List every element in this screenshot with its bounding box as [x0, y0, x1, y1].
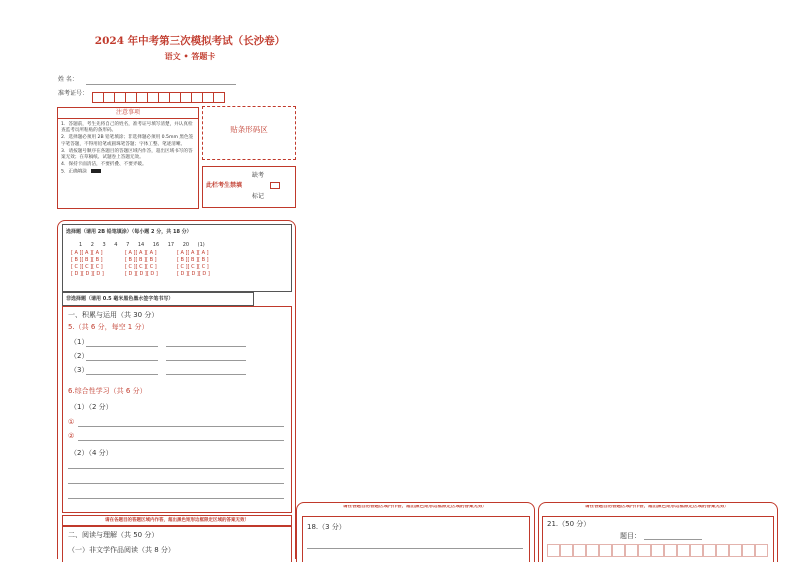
essay-grid-cell[interactable] [690, 544, 703, 557]
q5-heading: 5.（共 6 分，每空 1 分） [68, 323, 149, 331]
q21-title-field[interactable] [644, 539, 702, 540]
q6-2-answer-line-1[interactable] [68, 468, 284, 469]
mark-label: 标记 [252, 193, 265, 200]
q6-1-answer-1[interactable] [78, 426, 284, 427]
q18-heading: 18.（3 分） [307, 523, 346, 531]
exam-id-boxes[interactable] [92, 88, 224, 100]
barcode-area [202, 106, 296, 160]
q6-1-answer-2[interactable] [78, 440, 284, 441]
mc-options-group-3[interactable]: [ A ][ A ][ A ] [ B ][ B ][ B ] [ C ][ C ][ C ] [ D ][ D ][ D ] [177, 250, 210, 277]
essay-grid-cell[interactable] [586, 544, 599, 557]
exam-id-label: 准考证号： [58, 90, 89, 97]
q6-1-circle-1: ① [68, 418, 75, 426]
notice-title: 注意事项 [58, 108, 198, 119]
q6-1-label: （1）（2 分） [70, 403, 113, 411]
essay-grid-cell[interactable] [625, 544, 638, 557]
nonmc-title: 非选择题（请用 0.5 毫米黑色墨水签字笔书写） [66, 296, 174, 302]
mc-title: 选择题（请用 2B 铅笔填涂）（每小题 2 分，共 18 分） [66, 229, 192, 235]
warning-banner-middle: 请在各题目的答题区域内作答，超出黑色矩形边框限定区域的答案无效！ [343, 505, 487, 509]
essay-grid-cell[interactable] [612, 544, 625, 557]
section2-sub1: （一）非文学作品阅读（共 8 分） [68, 546, 175, 554]
essay-grid-cell[interactable] [755, 544, 768, 557]
essay-grid-cell[interactable] [664, 544, 677, 557]
essay-grid-cell[interactable] [716, 544, 729, 557]
essay-grid-cell[interactable] [651, 544, 664, 557]
warning-banner-right: 请在各题目的答题区域内作答，超出黑色矩形边框限定区域的答案无效！ [585, 505, 729, 509]
q6-2-label: （2）（4 分） [70, 449, 113, 457]
essay-grid-cell[interactable] [703, 544, 716, 557]
q5-1-answer-a[interactable] [86, 346, 158, 347]
essay-grid-cell[interactable] [742, 544, 755, 557]
q5-2-answer-a[interactable] [86, 360, 158, 361]
notice-item-5: 5．正确填涂 [61, 169, 87, 175]
filled-mark-icon [91, 169, 101, 173]
absent-checkbox[interactable] [270, 182, 280, 189]
essay-grid-cell[interactable] [573, 544, 586, 557]
mc-options-group-1[interactable]: [ A ][ A ][ A ] [ B ][ B ][ B ] [ C ][ C ][ C ] [ D ][ D ][ D ] [71, 250, 104, 277]
barcode-label: 贴条形码区 [230, 125, 268, 134]
notice-box [57, 107, 199, 209]
notice-item-2: 2．选择题必须用 2B 铅笔填涂；非选择题必须用 0.5mm 黑色签字笔答题，不得用铅笔或圆珠笔答题；字体工整、笔迹清晰。 [61, 135, 194, 147]
section2-title: 二、阅读与理解（共 50 分） [68, 531, 159, 539]
nonmc-header [62, 292, 254, 306]
notice-item-1: 1．答题前，考生先将自己的姓名，准考证号填写清楚，并认真检查监考员所粘贴的条形码。 [61, 122, 193, 134]
name-field[interactable] [86, 84, 236, 85]
notice-item-3: 3．请按题号顺序在各题目的答题区域内作答，超出区域书写的答案无效；在草稿纸、试题卷上答题无效。 [61, 148, 193, 161]
absent-box [202, 166, 296, 208]
notice-item-4: 4．保持卡面清洁，不要折叠、不要弄破。 [61, 162, 147, 168]
q5-3-answer-a[interactable] [86, 374, 158, 375]
essay-grid-cell[interactable] [547, 544, 560, 557]
q6-heading: 6.综合性学习（共 6 分） [68, 387, 147, 395]
mc-question-numbers: 1 2 3 4 7 14 16 17 20 (1) [79, 242, 205, 248]
mc-options-group-2[interactable]: [ A ][ A ][ A ] [ B ][ B ][ B ] [ C ][ C ][ C ] [ D ][ D ][ D ] [125, 250, 158, 277]
q18-answer-line-1[interactable] [307, 548, 523, 549]
essay-grid-cell[interactable] [599, 544, 612, 557]
mc-section [62, 224, 292, 292]
q6-2-answer-line-3[interactable] [68, 498, 284, 499]
q6-2-answer-line-2[interactable] [68, 483, 284, 484]
essay-grid-cell[interactable] [729, 544, 742, 557]
essay-grid-cell[interactable] [560, 544, 573, 557]
absent-restricted-label: 此栏考生禁填 [206, 182, 243, 189]
section1-title: 一、积累与运用（共 30 分） [68, 311, 159, 319]
q5-2-answer-b[interactable] [166, 360, 246, 361]
essay-grid-cell[interactable] [638, 544, 651, 557]
page-subtitle: 语文 • 答题卡 [164, 52, 216, 61]
name-label: 姓 名： [58, 76, 78, 83]
q5-1-answer-b[interactable] [166, 346, 246, 347]
q5-3-answer-b[interactable] [166, 374, 246, 375]
q21-title-label: 题目： [620, 532, 641, 540]
q5-1-label: （1） [70, 338, 89, 346]
q5-3-label: （3） [70, 366, 89, 374]
page-title: 2024 年中考第三次模拟考试（长沙卷） [94, 35, 286, 47]
q21-heading: 21.（50 分） [547, 520, 591, 528]
essay-grid[interactable] [547, 544, 769, 562]
absent-label: 缺考 [252, 172, 265, 179]
warning-banner-left: 请在各题目的答题区域内作答，超出黑色矩形边框限定区域的答案无效！ [62, 515, 292, 526]
q5-2-label: （2） [70, 352, 89, 360]
q6-1-circle-2: ② [68, 432, 75, 440]
essay-grid-cell[interactable] [677, 544, 690, 557]
